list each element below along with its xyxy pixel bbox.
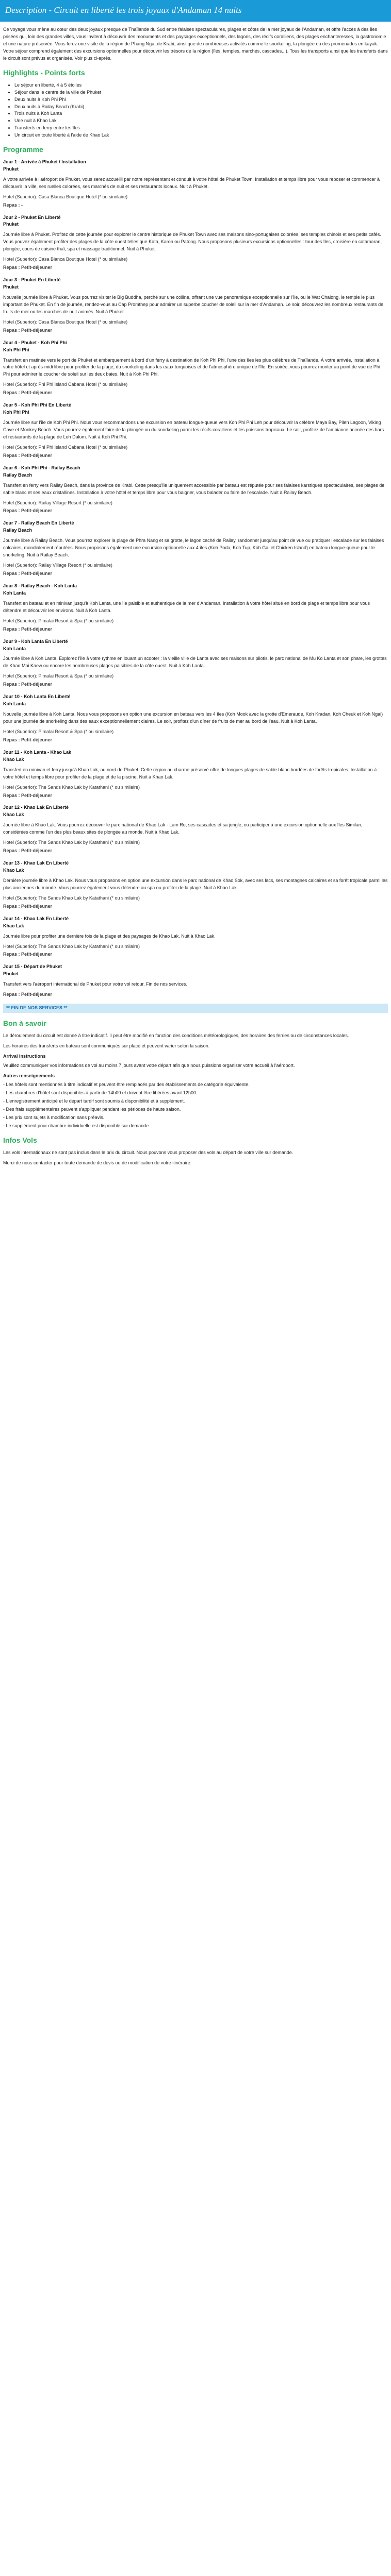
day-description: Nouvelle journée libre à Koh Lanta. Nous vous proposons en option une excursion en bateau vers les 4 îles (Koh Mook avec la grotte d'Emeraude, Koh Kradan, Koh Cheuk et Koh Ngai) pour une journée de snorkeling dans des eaux exceptionnellement claires. Le soir, profitez d'un dîner de fruits de mer au bord de l'eau. Nuit à Koh Lanta. [3,711,383,724]
programme-title: Programme [3,145,43,154]
day-meals: Repas : Petit-déjeuner [3,452,53,458]
good-to-know-title: Bon à savoir [3,1019,47,1028]
day-meals: Repas : Petit-déjeuner [3,792,53,798]
other-info-item: - Les prix sont sujets à modification sans préavis. [3,1115,105,1121]
day-place: Khao Lak [3,923,24,928]
programme-day [3,465,388,515]
programme-day [3,583,388,633]
day-title: Jour 3 - Phuket En Liberté [3,277,61,283]
arrival-instructions-text: Veuillez communiquer vos informations de vol au moins 7 jours avant votre départ afin que nous puissions organiser votre accueil à l'aéroport. [3,1062,295,1068]
highlights-title: Highlights - Points forts [3,69,85,77]
day-title: Jour 13 - Khao Lak En Liberté [3,860,69,866]
other-info-list [3,1081,388,1130]
day-title: Jour 5 - Koh Phi Phi En Liberté [3,402,72,408]
highlight-item: • Un circuit en toute liberté à l'aide de Khao Lak [14,132,388,139]
intro-text: Ce voyage vous mène au cœur des deux joyaux presque de Thaïlande du Sud entre falaises spectaculaires, plages et côtes de la mer joyaux de l'Andaman, et offre l'accès à des îles prisées qui, loin des grandes villes, vous invitent à découvrir des monuments et des paysages exceptionnels, des lagons, des récifs coralliens, des plages enchanteresses, la gastronomie et une nature préservée. Vous ferez une visite de la région de Phang Nga, de Krabi, ainsi que de nombreuses activités comme le snorkeling, la plongée ou des promenades en kayak. Votre séjour comprend également des excursions optionnelles pour découvrir les trésors de la région (îles, temples, marchés, cascades...). Tous les transports ainsi que les transferts dans le circuit sont prévus et organisés. Voir plus ci-après. [3,27,388,61]
day-description: Journée libre à Koh Lanta. Explorez l'île à votre rythme en louant un scooter : la vieille ville de Lanta avec ses maisons sur pilotis, le parc national de Mu Ko Lanta et son phare, les grottes de Khao Mai Kaew ou encore les nombreuses plages paisibles de la côte ouest. Nuit à Koh Lanta. [3,656,387,669]
programme-day [3,340,388,397]
day-title: Jour 8 - Railay Beach - Koh Lanta [3,583,77,588]
day-meals: Repas : Petit-déjeuner [3,848,53,854]
programme-day [3,963,388,998]
day-meals: Repas : Petit-déjeuner [3,626,53,632]
day-place: Phuket [3,971,19,977]
day-hotel: Hotel (Superior): The Sands Khao Lak by Katathani (* ou similaire) [3,895,140,901]
good-to-know-p2: Les horaires des transferts en bateau sont communiqués sur place et peuvent varier selon la saison. [3,1043,210,1048]
day-place: Railay Beach [3,472,32,478]
day-place: Khao Lak [3,812,24,818]
highlight-item: • Deux nuits à Railay Beach (Krabi) [14,104,388,111]
day-title: Jour 2 - Phuket En Liberté [3,214,61,220]
programme-day [3,159,388,209]
programme-day [3,402,388,460]
day-hotel: Hotel (Superior): Casa Blanca Boutique Hotel (* ou similaire) [3,319,128,325]
day-hotel: Hotel (Superior): Railay Village Resort (* ou similaire) [3,563,112,568]
day-title: Jour 9 - Koh Lanta En Liberté [3,638,68,644]
day-description: Journée libre à Railay Beach. Vous pourrez explorer la plage de Phra Nang et sa grotte, le lagon caché de Railay, randonner jusqu'au point de vue ou pratiquer l'escalade sur les falaises calcaires, mondialement réputées. Nous proposons également une excursion optionnelle aux 4 îles (Koh Poda, Koh Tup, Koh Gai et Chicken Island) en bateau longue-queue pour le snorkeling. Nuit à Railay Beach. [3,538,384,558]
day-title: Jour 11 - Koh Lanta - Khao Lak [3,749,72,755]
other-info-item: - Les hôtels sont mentionnés à titre indicatif et peuvent être remplacés par des établissements de catégorie équivalente. [3,1082,250,1088]
day-place: Khao Lak [3,756,24,762]
programme-day [3,916,388,959]
day-place: Phuket [3,222,19,227]
day-title: Jour 14 - Khao Lak En Liberté [3,916,69,921]
day-place: Koh Phi Phi [3,410,29,415]
day-hotel: Hotel (Superior): The Sands Khao Lak by Katathani (* ou similaire) [3,784,140,790]
programme-day [3,860,388,910]
day-meals: Repas : Petit-déjeuner [3,390,53,396]
day-hotel: Hotel (Superior): Casa Blanca Boutique Hotel (* ou similaire) [3,194,128,199]
day-title: Jour 10 - Koh Lanta En Liberté [3,694,71,700]
highlight-item: • Trois nuits à Koh Lanta [14,110,388,117]
day-place: Koh Lanta [3,590,26,596]
info-p1: Les vols internationaux ne sont pas inclus dans le prix du circuit. Nous pouvons vous proposer des vols au départ de votre ville sur demande. [3,1149,294,1155]
day-description: À votre arrivée à l'aéroport de Phuket, vous serez accueilli par notre représentant et conduit à votre hôtel de Phuket Town. Installation et temps libre pour vous reposer et commencer à découvrir la ville, ses ruelles colorées, ses marchés de nuit et ses restaurants locaux. Nuit à Phuket. [3,176,380,189]
programme-day [3,214,388,272]
day-title: Jour 6 - Koh Phi Phi - Railay Beach [3,465,80,470]
programme-day [3,693,388,744]
content [0,26,391,1166]
info-title: Infos Vols [3,1136,37,1145]
day-description: Journée libre sur l'île de Koh Phi Phi. Nous vous recommandons une excursion en bateau longue-queue vers Koh Phi Phi Leh pour découvrir la célèbre Maya Bay, Pileh Lagoon, Viking Cave et Monkey Beach. Vous pourrez également faire de la plongée ou du snorkeling parmi les récifs coralliens et les poissons tropicaux. Le soir, profitez de l'ambiance animée des bars et restaurants de la plage de Loh Dalum. Nuit à Koh Phi Phi. [3,420,384,439]
day-hotel: Hotel (Superior): Phi Phi Island Cabana Hotel (* ou similaire) [3,382,128,387]
day-place: Koh Phi Phi [3,347,29,352]
programme-day [3,520,388,578]
day-place: Koh Lanta [3,646,26,651]
day-hotel: Hotel (Superior): Pimalai Resort & Spa (* ou similaire) [3,673,114,679]
day-place: Phuket [3,284,19,290]
day-meals: Repas : Petit-déjeuner [3,327,53,333]
day-meals: Repas : Petit-déjeuner [3,265,53,270]
day-meals: Repas : Petit-déjeuner [3,992,53,997]
day-hotel: Hotel (Superior): The Sands Khao Lak by Katathani (* ou similaire) [3,840,140,845]
day-meals: Repas : Petit-déjeuner [3,952,53,957]
end-of-services: ** FIN DE NOS SERVICES ** [3,1004,388,1013]
highlights-list [8,82,388,140]
day-hotel: Hotel (Superior): The Sands Khao Lak by Katathani (* ou similaire) [3,943,140,949]
page-banner [0,0,391,22]
day-title: Jour 7 - Railay Beach En Liberté [3,520,74,526]
day-description: Nouvelle journée libre à Phuket. Vous pourrez visiter le Big Buddha, perché sur une colline, offrant une vue panoramique exceptionnelle sur l'île, ou le Wat Chalong, le temple le plus important de Phuket. En fin de journée, rendez-vous au Cap Promthep pour admirer un superbe coucher de soleil sur la mer d'Andaman. Le soir, découvrez les nombreux restaurants de fruits de mer ou les marchés de nuit animés. Nuit à Phuket. [3,294,384,314]
programme-day [3,277,388,334]
highlight-item: • Une nuit à Khao Lak [14,117,388,125]
day-description: Journée libre pour profiter une dernière fois de la plage et des paysages de Khao Lak. Nuit à Khao Lak. [3,933,216,939]
programme-day [3,638,388,689]
day-meals: Repas : Petit-déjeuner [3,508,53,514]
day-meals: Repas : Petit-déjeuner [3,682,53,687]
day-description: Transfert en matinée vers le port de Phuket et embarquement à bord d'un ferry à destination de Koh Phi Phi, l'une des îles les plus célèbres de Thaïlande. À votre arrivée, installation à votre hôtel et après-midi libre pour profiter de la plage, du snorkeling dans les eaux turquoises et de l'atmosphère unique de l'île. En soirée, vous pourrez monter au point de vue de Phi Phi pour admirer le coucher de soleil sur les deux baies. Nuit à Koh Phi Phi. [3,357,380,377]
programme-days [3,159,388,998]
highlight-item: • Le séjour en liberté, 4 à 5 étoiles [14,82,388,89]
highlight-item: • Deux nuits à Koh Phi Phi [14,96,388,104]
highlight-item: • Séjour dans le centre de la ville de Phuket [14,89,388,96]
day-hotel: Hotel (Superior): Phi Phi Island Cabana Hotel (* ou similaire) [3,444,128,450]
day-meals: Repas : Petit-déjeuner [3,571,53,577]
programme-day [3,804,388,855]
day-place: Phuket [3,166,19,172]
info-p2: Merci de nous contacter pour toute demande de devis ou de modification de votre itinéraire. [3,1160,192,1165]
good-to-know-p1: Le déroulement du circuit est donné à titre indicatif. Il peut être modifié en fonction des conditions météorologiques, des horaires des ferries ou de circonstances locales. [3,1032,349,1038]
day-place: Khao Lak [3,868,24,873]
day-title: Jour 15 - Départ de Phuket [3,964,62,970]
day-meals: Repas : Petit-déjeuner [3,737,53,742]
day-title: Jour 12 - Khao Lak En Liberté [3,805,69,810]
other-info-title: Autres renseignements [3,1073,55,1078]
day-title: Jour 4 - Phuket - Koh Phi Phi [3,340,67,345]
day-description: Transfert vers l'aéroport international de Phuket pour votre vol retour. Fin de nos services. [3,981,188,987]
day-description: Dernière journée libre à Khao Lak. Nous vous proposons en option une excursion dans le parc national de Khao Sok, avec ses lacs, ses montagnes calcaires et sa forêt tropicale parmi les plus anciennes du monde. Vous pourrez également vous détendre au spa ou profiter de la plage. Nuit à Khao Lak. [3,877,388,890]
other-info-item: - Le supplément pour chambre individuelle est disponible sur demande. [3,1123,150,1129]
page-title: Description - Circuit en liberté les trois joyaux d'Andaman 14 nuits [5,5,242,15]
day-description: Journée libre à Phuket. Profitez de cette journée pour explorer le centre historique de Phuket Town avec ses maisons sino-portugaises colorées, ses temples chinois et ses petits cafés. Vous pouvez également profiter des plages de la côte ouest telles que Kata, Karon ou Patong. Nous proposons plusieurs excursions optionnelles : tour des îles, croisière en catamaran, plongée, cours de cuisine thaï, spa et massage traditionnel. Nuit à Phuket. [3,232,382,252]
day-meals: Repas : Petit-déjeuner [3,903,53,909]
day-description: Transfert en ferry vers Railay Beach, dans la province de Krabi. Cette presqu'île uniquement accessible par bateau est réputée pour ses falaises karstiques spectaculaires, ses plages de sable blanc et ses eaux cristallines. Installation à votre hôtel et temps libre pour vous baigner, vous balader ou faire de l'escalade. Nuit à Railay Beach. [3,482,385,495]
day-title: Jour 1 - Arrivée à Phuket / Installation [3,159,86,164]
day-hotel: Hotel (Superior): Pimalai Resort & Spa (* ou similaire) [3,618,114,623]
day-place: Railay Beach [3,528,32,533]
day-description: Transfert en minivan et ferry jusqu'à Khao Lak, au nord de Phuket. Cette région au charme préservé offre de longues plages de sable blanc bordées de forêts tropicales. Installation à votre hôtel et temps libre pour profiter de la plage et de la piscine. Nuit à Khao Lak. [3,767,377,779]
day-place: Koh Lanta [3,701,26,707]
day-description: Transfert en bateau et en minivan jusqu'à Koh Lanta, une île paisible et authentique de la mer d'Andaman. Installation à votre hôtel situé en bord de plage et temps libre pour vous détendre et découvrir les environs. Nuit à Koh Lanta. [3,600,370,613]
programme-day [3,749,388,800]
day-hotel: Hotel (Superior): Pimalai Resort & Spa (* ou similaire) [3,728,114,734]
arrival-instructions-title: Arrival Instructions [3,1053,46,1059]
day-hotel: Hotel (Superior): Railay Village Resort (* ou similaire) [3,500,112,505]
highlight-item: • Transferts en ferry entre les îles [14,125,388,132]
day-hotel: Hotel (Superior): Casa Blanca Boutique Hotel (* ou similaire) [3,257,128,262]
other-info-item: - L'enregistrement anticipé et le départ tardif sont soumis à disponibilité et à supplément. [3,1098,185,1104]
other-info-item: - Des frais supplémentaires peuvent s'appliquer pendant les périodes de haute saison. [3,1107,181,1112]
day-description: Journée libre à Khao Lak. Vous pourrez découvrir le parc national de Khao Lak - Lam Ru, ses cascades et sa jungle, ou participer à une excursion optionnelle aux îles Similan, considérées comme l'un des plus beaux sites de plongée au monde. Nuit à Khao Lak. [3,822,363,835]
other-info-item: - Les chambres d'hôtel sont disponibles à partir de 14h00 et doivent être libérées avant 12h00. [3,1090,198,1096]
day-meals: Repas : - [3,202,23,208]
